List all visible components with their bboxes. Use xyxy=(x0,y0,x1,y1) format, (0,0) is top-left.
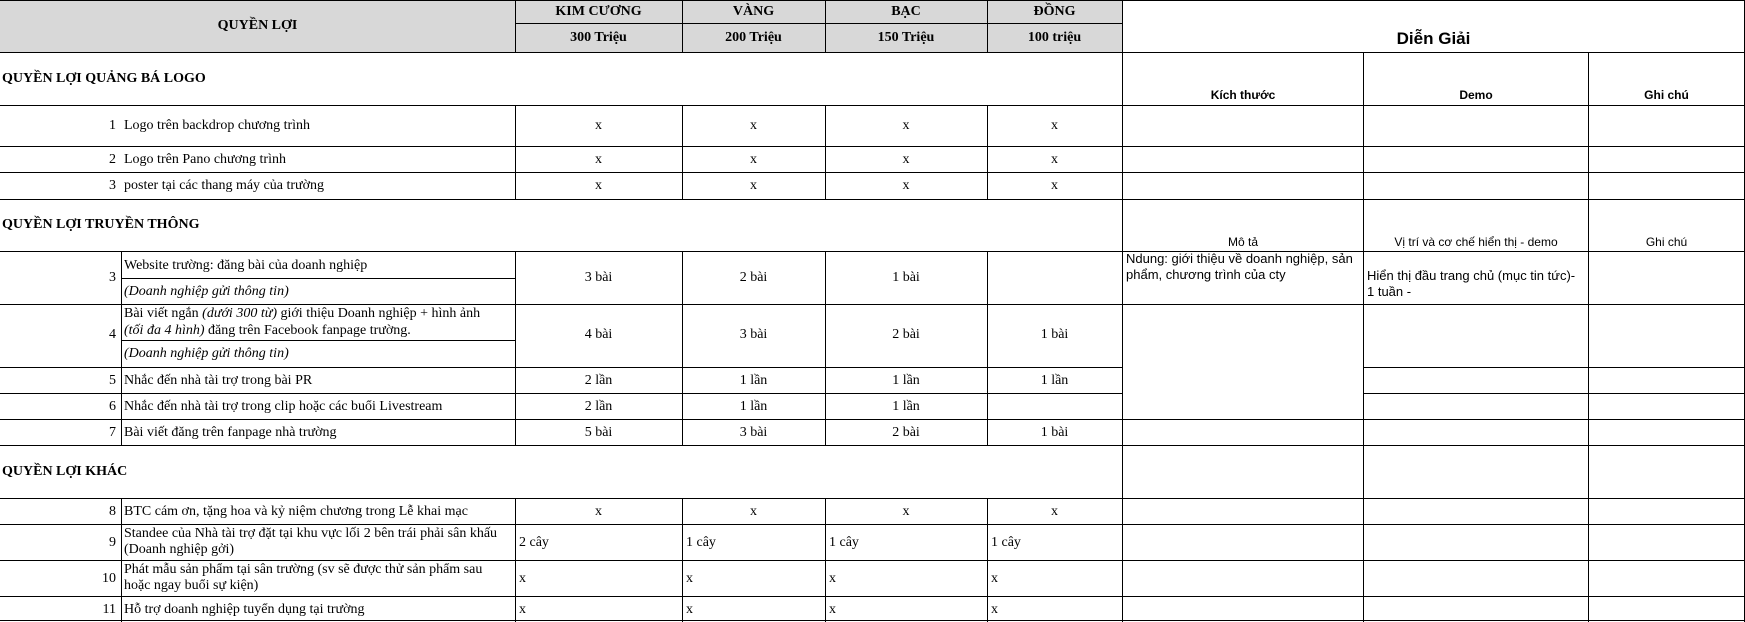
cell-silver: x xyxy=(829,571,836,586)
cell-silver: 2 bài xyxy=(892,425,920,440)
grid-line xyxy=(0,524,1745,525)
row-number: 10 xyxy=(102,571,116,586)
grid-line xyxy=(1364,393,1745,394)
cell-bronze: x xyxy=(991,571,998,586)
row-description: Phát mẫu sản phẩm tại sân trường (sv sẽ được thử sản phẩm sau hoặc ngay buổi sự kiện) xyxy=(124,562,483,593)
row-number: 9 xyxy=(109,535,116,550)
row-number: 5 xyxy=(109,373,116,388)
row-number: 8 xyxy=(109,504,116,519)
cell-bronze: 1 bài xyxy=(1040,425,1069,440)
benefits-header: QUYỀN LỢI xyxy=(217,18,298,33)
cell-silver: x xyxy=(902,118,910,133)
tier-name-silver: BẠC xyxy=(891,4,921,19)
grid-line xyxy=(0,498,1745,499)
cell-silver: x xyxy=(902,178,910,193)
grid-line xyxy=(0,199,1745,200)
col-header-note: Ghi chú xyxy=(1644,88,1689,102)
grid-line xyxy=(0,445,1745,446)
grid-line xyxy=(0,620,1745,621)
cell-gold: 3 bài xyxy=(739,327,768,342)
cell-diamond: x xyxy=(519,602,526,617)
tier-price-gold: 200 Triệu xyxy=(725,30,782,45)
cell-diamond: 2 lần xyxy=(584,399,613,414)
row-description-line-2 xyxy=(124,322,411,339)
cell-diamond: x xyxy=(595,152,602,167)
cell-bronze: 1 lần xyxy=(1040,373,1069,388)
cell-silver: 1 lần xyxy=(892,399,920,414)
tier-name-diamond: KIM CƯƠNG xyxy=(555,4,642,19)
row-description-note: (Doanh nghiệp gửi thông tin) xyxy=(124,346,289,361)
cell-diamond: x xyxy=(595,178,602,193)
row-number: 11 xyxy=(102,602,116,617)
grid-line xyxy=(1364,367,1745,368)
media-position-note: Hiển thị đầu trang chủ (mục tin tức)- 1 tuần - xyxy=(1367,268,1576,299)
cell-silver: x xyxy=(829,602,836,617)
row-description: Standee của Nhà tài trợ đặt tại khu vực lối 2 bên trái phải sân khấu (Doanh nghiệp gởi) xyxy=(124,526,498,557)
grid-line xyxy=(0,105,1745,106)
row-number: 3 xyxy=(109,178,116,193)
cell-silver: 1 lần xyxy=(892,373,920,388)
cell-diamond: 3 bài xyxy=(584,270,613,285)
cell-gold: x xyxy=(686,571,693,586)
cell-gold: x xyxy=(750,178,757,193)
grid-line xyxy=(1588,52,1589,622)
grid-line xyxy=(0,596,1745,597)
grid-line xyxy=(121,340,515,341)
grid-line xyxy=(0,560,1745,561)
cell-silver: 1 cây xyxy=(829,535,859,550)
cell-gold: 2 bài xyxy=(739,270,768,285)
row-description: poster tại các thang máy của trường xyxy=(124,178,325,193)
row-description-note: (Doanh nghiệp gửi thông tin) xyxy=(124,284,289,299)
row-description: Logo trên Pano chương trình xyxy=(124,152,286,167)
cell-bronze: x xyxy=(1051,178,1058,193)
grid-line xyxy=(0,146,1745,147)
cell-bronze: 1 bài xyxy=(1040,327,1069,342)
cell-silver: 1 bài xyxy=(892,270,920,285)
tier-name-bronze: ĐỒNG xyxy=(1033,4,1076,19)
tier-price-bronze: 100 triệu xyxy=(1027,30,1082,45)
cell-gold: 1 lần xyxy=(739,399,768,414)
grid-line xyxy=(0,172,1745,173)
grid-line xyxy=(0,367,1122,368)
grid-line xyxy=(0,0,1745,1)
col-header-note: Ghi chú xyxy=(1645,235,1688,249)
section-title-logo: QUYỀN LỢI QUẢNG BÁ LOGO xyxy=(2,71,206,86)
grid-line xyxy=(987,251,988,446)
cell-diamond: 4 bài xyxy=(584,327,613,342)
row-number: 2 xyxy=(109,152,116,167)
row-number: 6 xyxy=(109,399,116,414)
grid-line xyxy=(515,23,1122,24)
text-part: giới thiệu Doanh nghiệp + hình ảnh xyxy=(277,306,481,321)
cell-diamond: x xyxy=(595,504,602,519)
text-part: Bài viết ngắn xyxy=(124,306,203,321)
cell-bronze: x xyxy=(991,602,998,617)
cell-gold: 1 lần xyxy=(739,373,768,388)
cell-silver: 2 bài xyxy=(892,327,920,342)
grid-line xyxy=(0,52,1745,53)
row-number: 7 xyxy=(109,425,116,440)
media-description-note: Ndung: giới thiệu về doanh nghiệp, sản phẩm, chương trình của cty xyxy=(1126,251,1353,282)
row-number: 1 xyxy=(109,118,116,133)
cell-bronze: 1 cây xyxy=(991,535,1021,550)
cell-diamond: x xyxy=(519,571,526,586)
cell-diamond: x xyxy=(595,118,602,133)
text-part-italic: (dưới 300 từ) xyxy=(202,306,278,321)
row-description: Bài viết đăng trên fanpage nhà trường xyxy=(124,425,337,440)
tier-price-diamond: 300 Triệu xyxy=(570,30,627,45)
cell-bronze: x xyxy=(1051,152,1058,167)
tier-price-silver: 150 Triệu xyxy=(877,30,935,45)
cell-gold: x xyxy=(750,504,757,519)
grid-line xyxy=(0,419,1745,420)
cell-diamond: 2 cây xyxy=(519,535,549,550)
col-header-demo: Demo xyxy=(1459,88,1493,102)
cell-silver: x xyxy=(902,152,910,167)
row-number: 4 xyxy=(109,327,116,342)
grid-line xyxy=(1363,52,1364,622)
grid-line xyxy=(0,251,1745,252)
row-number: 3 xyxy=(109,270,116,285)
section-title-media: QUYỀN LỢI TRUYỀN THÔNG xyxy=(2,217,200,232)
grid-line xyxy=(121,251,122,446)
explanation-header: Diễn Giải xyxy=(1396,29,1471,48)
cell-bronze: x xyxy=(1051,118,1058,133)
row-description: Logo trên backdrop chương trình xyxy=(124,118,311,133)
row-description: Nhắc đến nhà tài trợ trong bài PR xyxy=(124,373,313,388)
section-title-other: QUYỀN LỢI KHÁC xyxy=(2,464,128,479)
text-part-italic: (tối đa 4 hình) xyxy=(124,323,205,338)
row-description: Nhắc đến nhà tài trợ trong clip hoặc các buổi Livestream xyxy=(124,399,443,414)
cell-gold: x xyxy=(686,602,693,617)
row-description: Website trường: đăng bài của doanh nghiệp xyxy=(124,258,368,273)
col-header-description: Mô tả xyxy=(1227,235,1258,249)
row-description: Hỗ trợ doanh nghiệp tuyển dụng tại trường xyxy=(124,602,365,617)
cell-gold: x xyxy=(750,152,757,167)
cell-gold: 1 cây xyxy=(686,535,716,550)
cell-diamond: 2 lần xyxy=(584,373,613,388)
cell-gold: 3 bài xyxy=(739,425,768,440)
grid-line xyxy=(121,278,515,279)
row-description: BTC cám ơn, tặng hoa và kỷ niệm chương trong Lễ khai mạc xyxy=(124,504,468,519)
cell-silver: x xyxy=(902,504,910,519)
tier-name-gold: VÀNG xyxy=(732,4,775,19)
cell-bronze: x xyxy=(1051,504,1058,519)
row-description-line-1 xyxy=(124,305,480,322)
grid-line xyxy=(121,498,122,622)
col-header-size: Kích thước xyxy=(1210,88,1276,102)
col-header-position: Vị trí và cơ chế hiển thị - demo xyxy=(1394,235,1558,249)
text-part: đăng trên Facebook fanpage trường. xyxy=(204,323,411,338)
cell-diamond: 5 bài xyxy=(584,425,613,440)
cell-gold: x xyxy=(750,118,757,133)
grid-line xyxy=(0,393,1122,394)
